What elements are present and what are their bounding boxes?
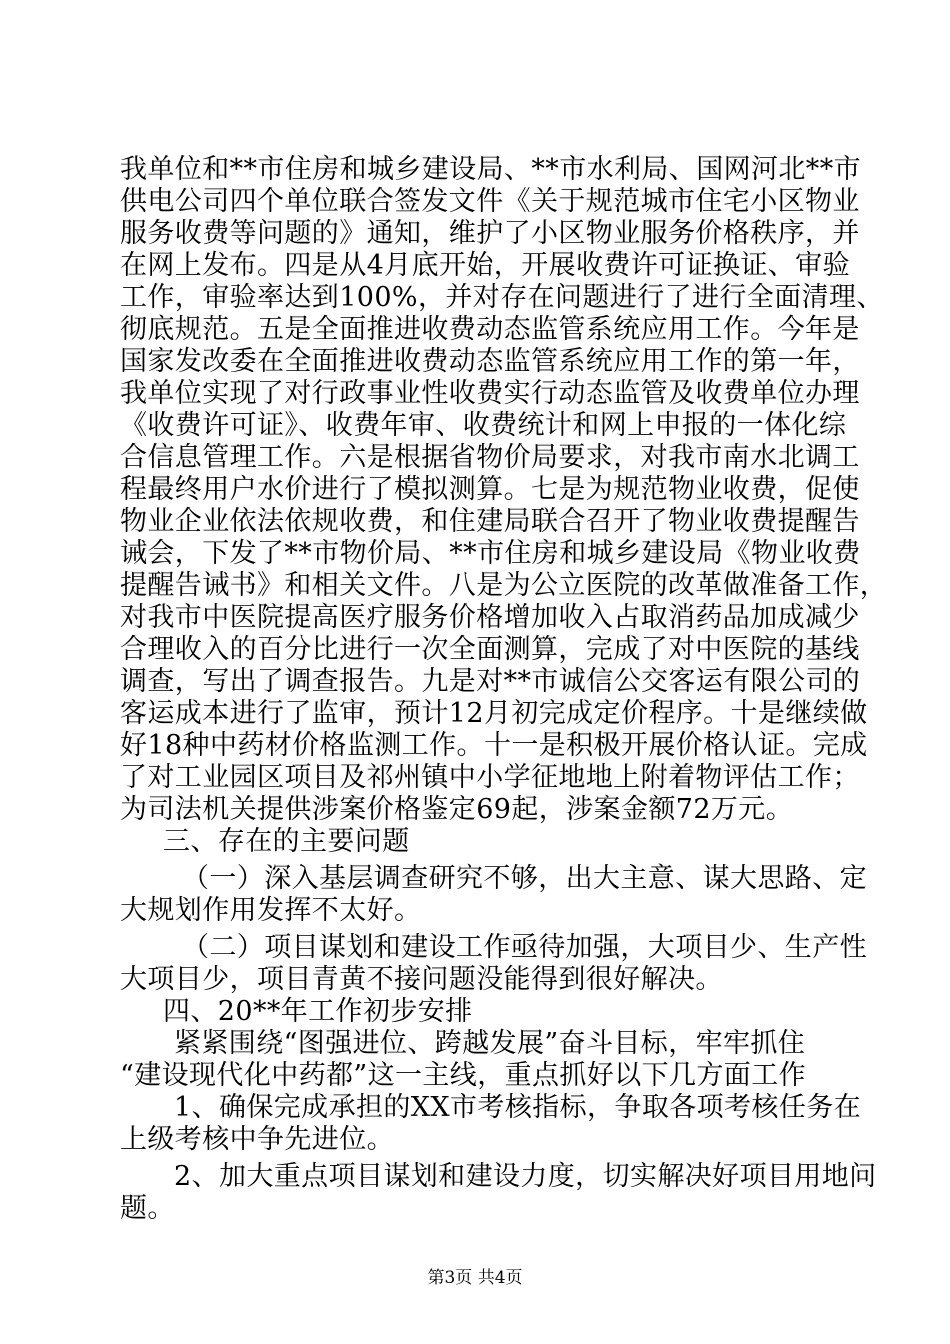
text-line: （一）深入基层调查研究不够，出大主意、谋大思路、定 xyxy=(182,863,867,894)
text-line: 服务收费等问题的》通知，维护了小区物业服务价格秩序，并 xyxy=(120,218,860,249)
text-line: 工作，审验率达到100%，并对存在问题进行了进行全面清理、 xyxy=(120,282,884,313)
text-line: 大规划作用发挥不太好。 xyxy=(120,895,422,926)
text-line: 我单位和**市住房和城乡建设局、**市水利局、国网河北**市 xyxy=(120,154,861,185)
text-line: 彻底规范。五是全面推进收费动态监管系统应用工作。今年是 xyxy=(120,314,860,345)
page-number-footer: 第3页 共4页 xyxy=(427,1268,523,1288)
text-line: 1、确保完成承担的XX市考核指标，争取各项考核任务在 xyxy=(174,1092,862,1123)
report-paragraph xyxy=(120,154,888,826)
section-heading-plan: 四、20**年工作初步安排 xyxy=(163,996,473,1027)
text-line: 提醒告诫书》和相关文件。八是为公立医院的改革做准备工作， xyxy=(120,570,888,601)
text-line: 供电公司四个单位联合签发文件《关于规范城市住宅小区物业 xyxy=(120,186,860,217)
text-line: 上级考核中争先进位。 xyxy=(120,1124,394,1155)
section-heading-problems: 三、存在的主要问题 xyxy=(163,826,410,857)
text-line: 程最终用户水价进行了模拟测算。七是为规范物业收费，促使 xyxy=(120,474,860,505)
text-line: “建设现代化中药都”这一主线，重点抓好以下几方面工作 xyxy=(120,1060,807,1091)
text-line: 紧紧围绕“图强进位、跨越发展”奋斗目标，牢牢抓住 xyxy=(174,1028,806,1059)
text-line: 我单位实现了对行政事业性收费实行动态监管及收费单位办理 xyxy=(120,378,860,409)
plan-item-2 xyxy=(120,1161,877,1225)
text-line: 国家发改委在全面推进收费动态监管系统应用工作的第一年， xyxy=(120,346,860,377)
plan-item-1 xyxy=(120,1092,862,1156)
plan-intro xyxy=(120,1028,840,1092)
text-line: 题。 xyxy=(120,1193,175,1224)
text-line: 调查，写出了调查报告。九是对**市诚信公交客运有限公司的 xyxy=(120,666,861,697)
text-line: 客运成本进行了监审，预计12月初完成定价程序。十是继续做 xyxy=(120,698,868,729)
text-line: 《收费许可证》、收费年审、收费统计和网上申报的一体化综 xyxy=(120,410,847,441)
document-body xyxy=(120,154,888,1225)
text-line: 好18种中药材价格监测工作。十一是积极开展价格认证。完成 xyxy=(120,730,868,761)
text-line: 大项目少，项目青黄不接问题没能得到很好解决。 xyxy=(120,964,723,995)
text-line: 为司法机关提供涉案价格鉴定69起，涉案金额72万元。 xyxy=(120,794,794,825)
text-line: 合信息管理工作。六是根据省物价局要求，对我市南水北调工 xyxy=(120,442,860,473)
text-line: 物业企业依法依规收费，和住建局联合召开了物业收费提醒告 xyxy=(120,506,860,537)
text-line: 诫会，下发了**市物价局、**市住房和城乡建设局《物业收费 xyxy=(120,538,861,569)
text-line: 对我市中医院提高医疗服务价格增加收入占取消药品加成减少 xyxy=(120,602,860,633)
text-line: 2、加大重点项目谋划和建设力度，切实解决好项目用地问 xyxy=(174,1161,877,1192)
problem-item-1 xyxy=(120,863,867,927)
text-line: 合理收入的百分比进行一次全面测算，完成了对中医院的基线 xyxy=(120,634,860,665)
text-line: 在网上发布。四是从4月底开始，开展收费许可证换证、审验 xyxy=(120,250,850,281)
text-line: （二）项目谋划和建设工作亟待加强，大项目少、生产性 xyxy=(182,932,867,963)
text-line: 了对工业园区项目及祁州镇中小学征地地上附着物评估工作； xyxy=(120,762,860,793)
problem-item-2 xyxy=(120,932,867,996)
